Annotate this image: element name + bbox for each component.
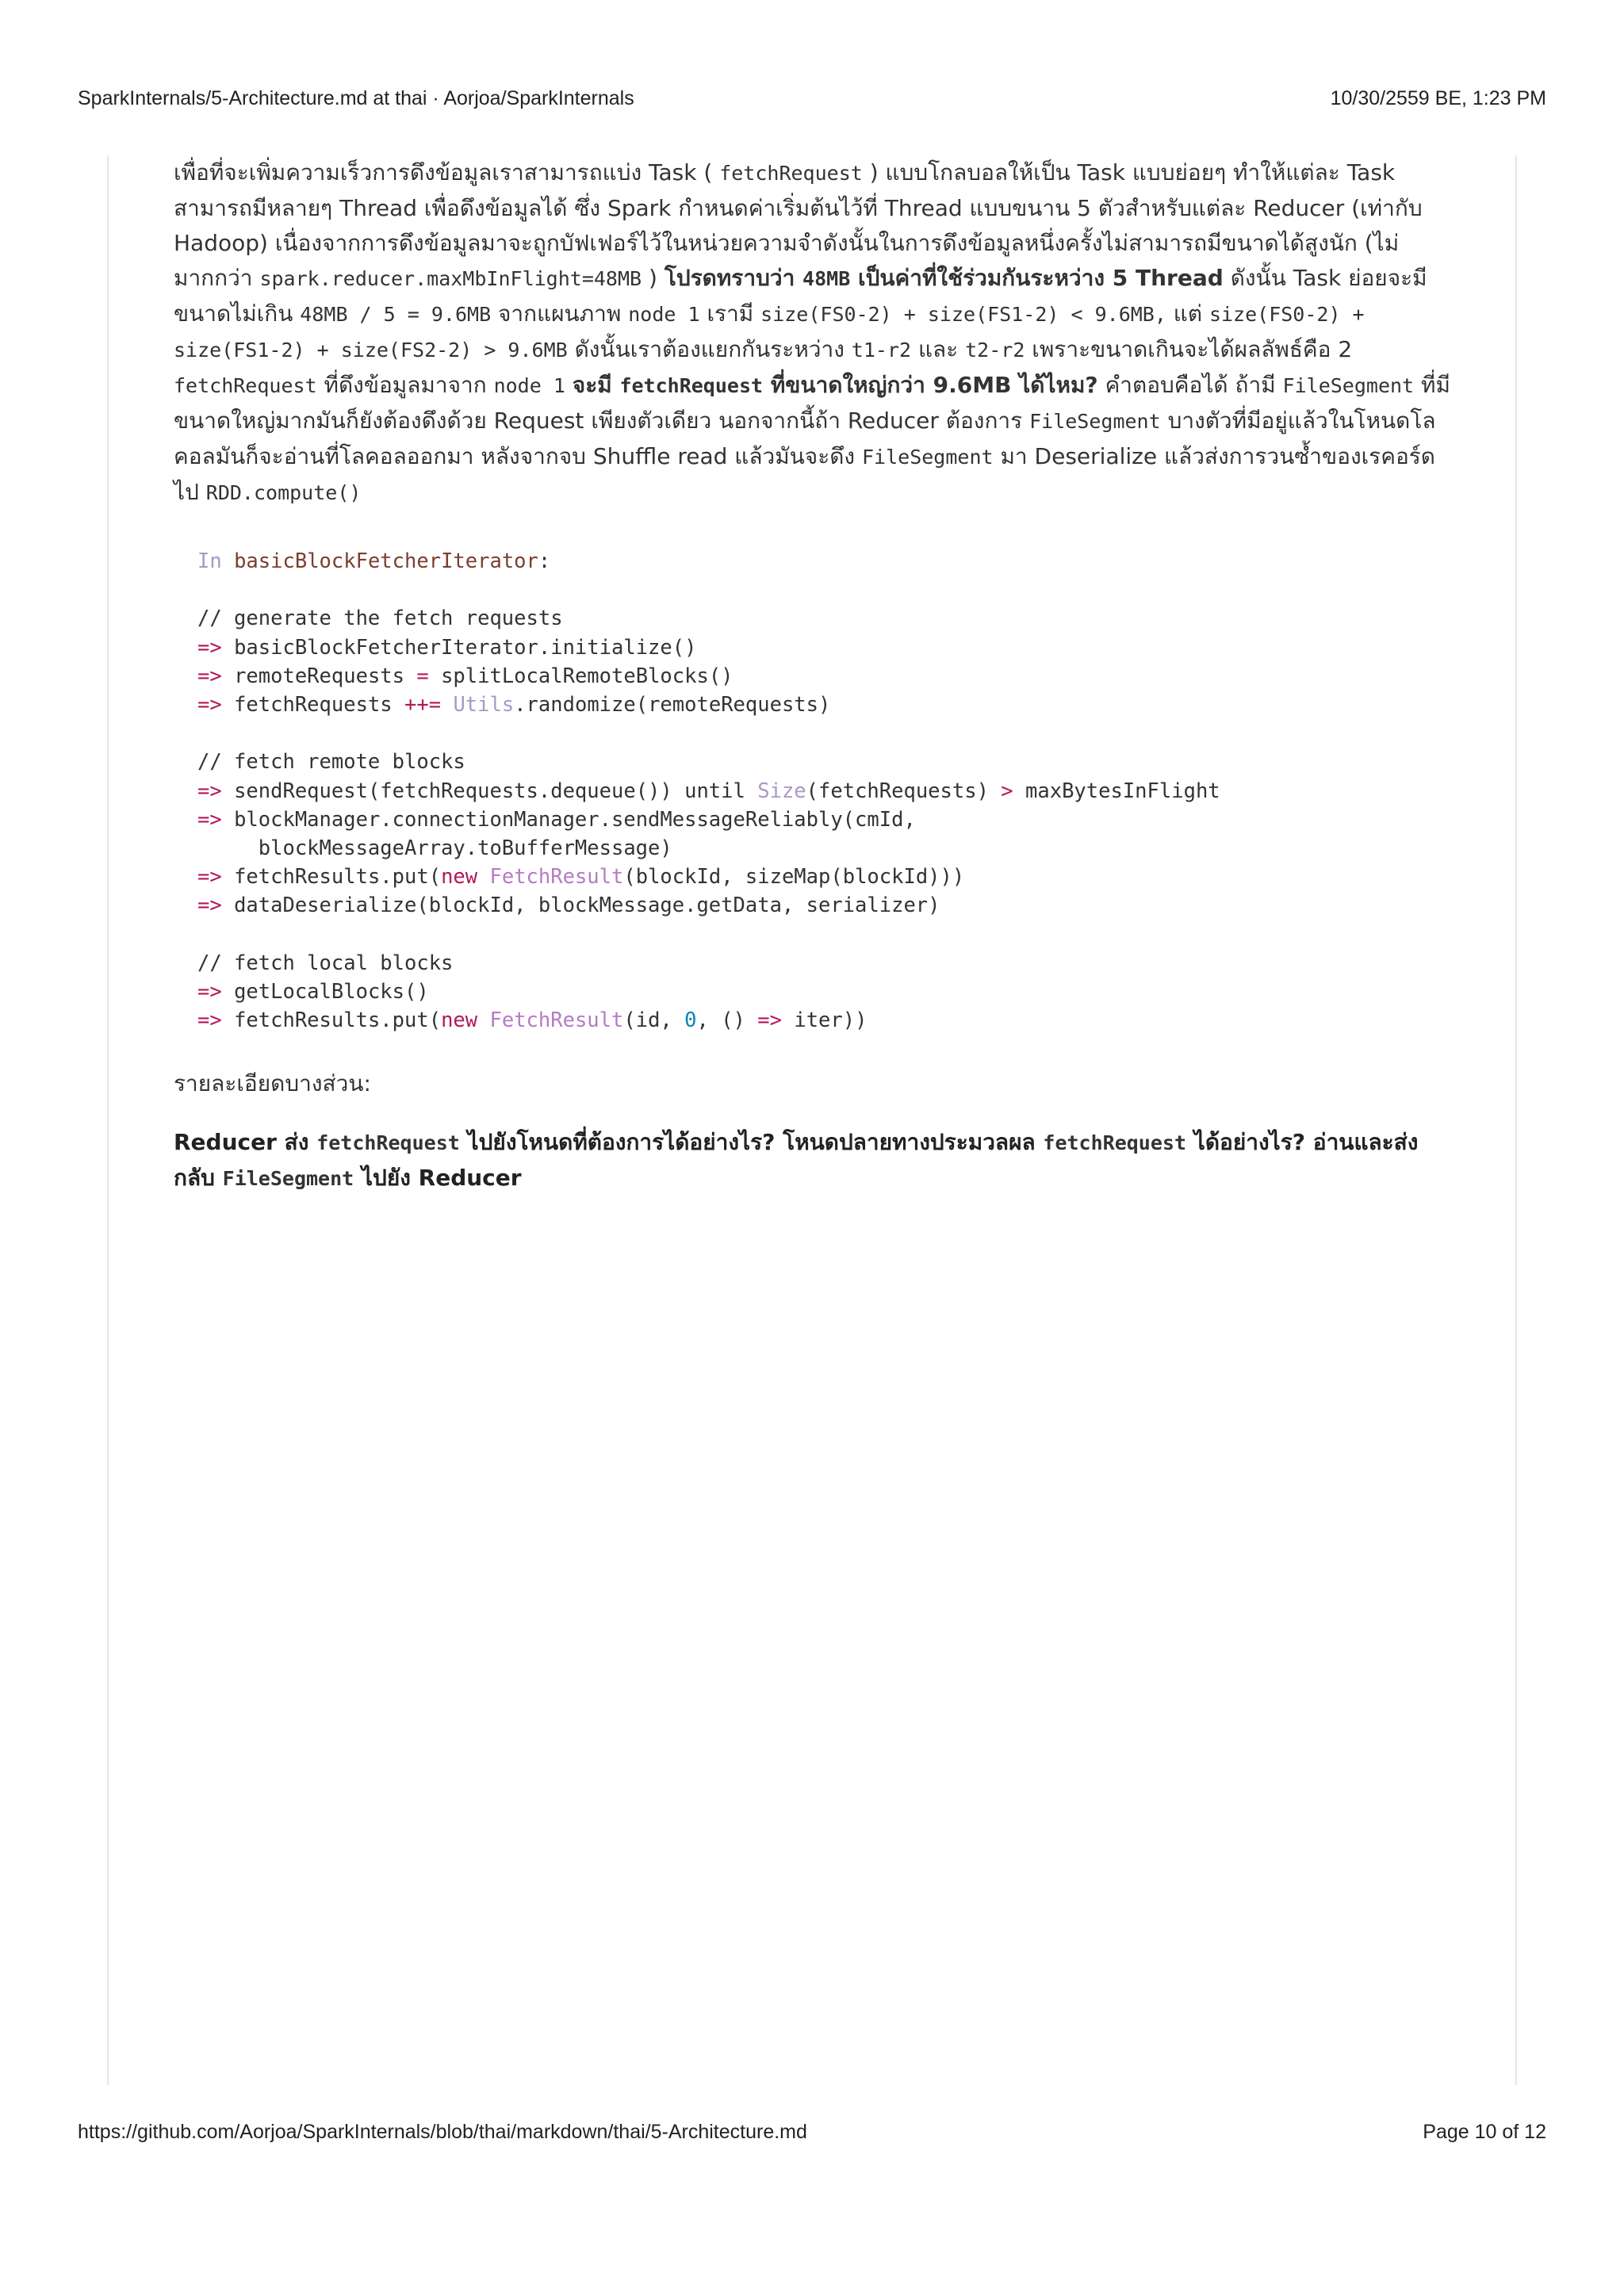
inline-code: fetchRequest <box>619 374 764 397</box>
inline-code: spark.reducer.maxMbInFlight=48MB <box>259 267 642 290</box>
inline-code: t1-r2 <box>851 339 912 362</box>
text: ) <box>642 265 665 291</box>
text: คำตอบคือได้ ถ้ามี <box>1097 372 1283 398</box>
text: เพราะขนาดเกินจะได้ผลลัพธ์คือ 2 <box>1025 336 1360 362</box>
code-line: => sendRequest(fetchRequests.dequeue()) until Size(fetchRequests) > maxBytesInFlight <box>197 779 1220 803</box>
print-datetime: 10/30/2559 BE, 1:23 PM <box>1330 87 1546 109</box>
text: ที่มีขนาดใหญ่มากมันก็ยังต้องดึงด้วย Request เพียงตัวเดียว นอกจากนี้ถ้า Reducer ต้องการ <box>174 372 1450 434</box>
document-sheet <box>107 155 1517 2085</box>
text: และ <box>911 336 966 362</box>
inline-code: FileSegment <box>862 446 994 469</box>
text: แต่ <box>1166 300 1209 327</box>
code-line: => remoteRequests = splitLocalRemoteBlocks() <box>197 664 733 688</box>
text: จากแผนภาพ <box>491 300 629 327</box>
code-line: => blockManager.connectionManager.sendMessageReliably(cmId, <box>197 807 916 832</box>
bold-question <box>573 372 1098 398</box>
code-line: => basicBlockFetcherIterator.initialize() <box>197 635 697 660</box>
code-line: => fetchResults.put(new FetchResult(id, 0, () => iter)) <box>197 1008 868 1032</box>
inline-code: t2-r2 <box>965 339 1025 362</box>
text: เป็นค่าที่ใช้ร่วมกันระหว่าง 5 Thread <box>850 265 1224 291</box>
inline-code: fetchRequest <box>316 1131 460 1155</box>
page-title: SparkInternals/5-Architecture.md at thai · Aorjoa/SparkInternals <box>78 87 634 109</box>
page-number: Page 10 of 12 <box>1423 2121 1546 2143</box>
text: จะมี <box>572 372 620 398</box>
code-line: => dataDeserialize(blockId, blockMessage.getData, serializer) <box>197 894 940 918</box>
question-paragraph: Reducer ส่ง fetchRequest ไปยังโหนดที่ต้องการได้อย่างไร? โหนดปลายทางประมวลผล fetchRequest ได้อย่างไร? อ่านและส่งกลับ FileSegment ไปยัง Reducer <box>174 1129 1419 1192</box>
inline-code: size(FS0-2) + size(FS1-2) < 9.6MB, <box>760 303 1166 326</box>
text: เรามี <box>699 300 761 327</box>
text: ที่ดึงข้อมูลมาจาก <box>316 372 494 398</box>
code-comment: // generate the fetch requests <box>197 607 563 631</box>
code-comment: // fetch remote blocks <box>197 750 465 775</box>
inline-code: 48MB <box>802 267 851 290</box>
page-url: https://github.com/Aorjoa/SparkInternals/blob/thai/markdown/thai/5-Architecture.md <box>78 2121 807 2143</box>
text: ) แบบโกลบอลให้เป็น Task แบบย่อยๆ ทำให้แต่ละ Task สามารถมีหลายๆ Thread เพื่อดึงข้อมูลได้ ซึ่ง Spark กำหนดค่าเริ่มต้นไว้ที่ Thread แบบขนาน 5 ตัวสำหรับแต่ละ Reducer (เท่ากับ Hadoop) เนื่องจากการดึงข้อมูลมาจะถูกบัฟเฟอร์ไว้ในหน่วยความจำดังนั้นในการดึงข้อมูลหนึ่งครั้งไม่สามารถมีขนาดได้สูงนัก (ไม่มากกว่า <box>174 159 1430 291</box>
explanation-paragraph <box>174 155 1452 511</box>
code-line <box>197 920 1452 948</box>
inline-code: FileSegment <box>1282 374 1415 397</box>
inline-code: RDD.compute() <box>205 481 362 504</box>
inline-code: FileSegment <box>1029 410 1161 433</box>
inline-code: fetchRequest <box>1043 1131 1187 1155</box>
inline-code: node 1 <box>628 303 700 326</box>
details-label: รายละเอียดบางส่วน: <box>174 1070 371 1097</box>
inline-code: 48MB / 5 = 9.6MB <box>300 303 492 326</box>
code-block <box>197 547 1452 1035</box>
inline-code: fetchRequest <box>174 374 317 397</box>
code-comment: // fetch local blocks <box>197 951 454 975</box>
code-line: => fetchResults.put(new FetchResult(blockId, sizeMap(blockId))) <box>197 865 965 890</box>
text <box>565 372 573 398</box>
text: เพื่อที่จะเพิ่มความเร็วการดึงข้อมูลเราสามารถแบ่ง Task ( <box>174 159 720 186</box>
text: ดังนั้น Task ย่อยจะมีขนาดไม่เกิน <box>174 265 1427 327</box>
code-line: In basicBlockFetcherIterator: <box>197 549 551 573</box>
text: ดังนั้นเราต้องแยกกันระหว่าง <box>567 336 852 362</box>
text: โปรดทราบว่า <box>664 265 803 291</box>
bold-note <box>665 265 1224 291</box>
inline-code: node 1 <box>493 374 565 397</box>
text: บางตัวที่มีอยู่แล้วในโหนดโลคอลมันก็จะอ่านที่โลคอลออกมา หลังจากจบ Shuffle read แล้วมันจะดึง <box>174 408 1436 469</box>
markdown-body <box>174 155 1452 1196</box>
text: ที่ขนาดใหญ่กว่า 9.6MB ได้ไหม? <box>763 372 1098 398</box>
code-line: blockMessageArray.toBufferMessage) <box>197 836 672 860</box>
inline-code: fetchRequest <box>719 162 863 185</box>
inline-code: size(FS0-2) + size(FS1-2) + size(FS2-2) > 9.6MB <box>174 303 1377 362</box>
text: มา Deserialize แล้วส่งการวนซ้ำของเรคอร์ดไป <box>174 443 1435 505</box>
code-line <box>197 576 1452 604</box>
code-line: => getLocalBlocks() <box>197 979 429 1004</box>
inline-code: FileSegment <box>222 1167 354 1191</box>
code-line <box>197 719 1452 748</box>
code-line: => fetchRequests ++= Utils.randomize(remoteRequests) <box>197 692 831 717</box>
